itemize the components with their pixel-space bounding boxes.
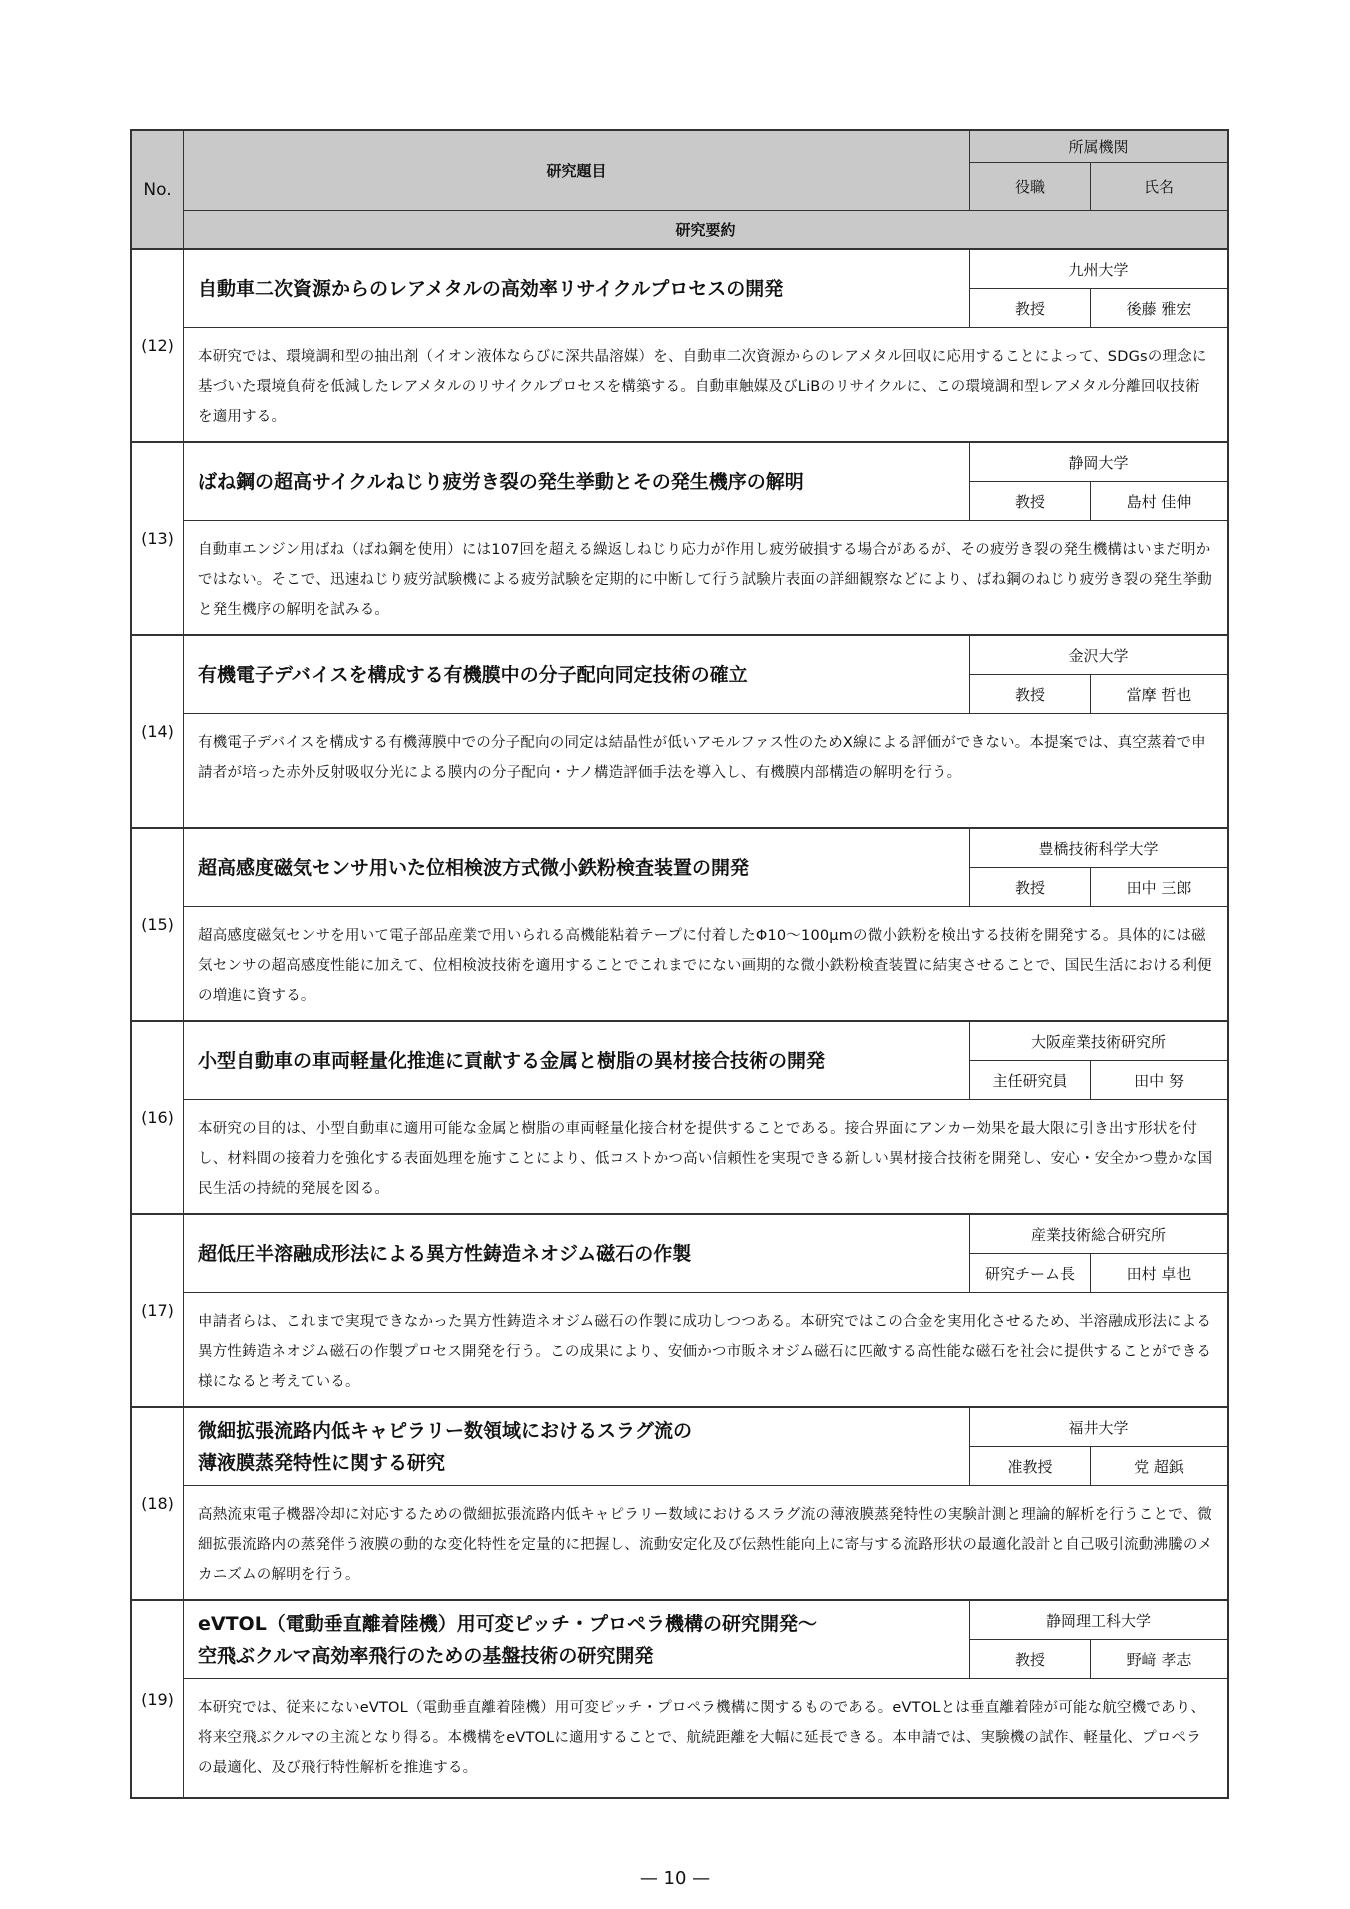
entry-body (184, 443, 1227, 634)
researcher-name: 党 超鋲 (1134, 1457, 1184, 1476)
header-institution: 所属機関 (970, 131, 1227, 163)
entry-body (184, 250, 1227, 441)
affiliation (970, 1022, 1227, 1099)
title-line: 薄液膜蒸発特性に関する研究 (198, 1451, 446, 1474)
table-row (132, 1022, 1227, 1215)
position-row (970, 675, 1227, 713)
header-name: 氏名 (1143, 178, 1174, 196)
researcher-name: 田村 卓也 (1126, 1264, 1192, 1283)
header-position-row (970, 163, 1227, 210)
entry-list (132, 250, 1227, 1797)
research-title (184, 250, 970, 327)
position: 研究チーム長 (970, 1254, 1091, 1292)
title-line: 空飛ぶクルマ高効率飛行のための基盤技術の研究開発 (198, 1644, 654, 1667)
research-summary: 本研究の目的は、小型自動車に適用可能な金属と樹脂の車両軽量化接合材を提供することである。接合界面にアンカー効果を最大限に引き出す形状を付し、材料間の接着力を強化する表面処理を施すことにより、低コストかつ高い信頼性を実現できる新しい異材接合技術を開発し、安心・安全かつ豊かな国民生活の持続的発展を図る。 (198, 1121, 1213, 1197)
entry-number: (12) (132, 250, 184, 441)
affiliation (970, 1408, 1227, 1485)
position: 教授 (970, 675, 1091, 713)
researcher-name: 田中 努 (1134, 1071, 1184, 1090)
header-top-row (184, 131, 1227, 211)
researcher-name: 當摩 哲也 (1126, 685, 1192, 704)
entry-number: (18) (132, 1408, 184, 1599)
entry-number: (14) (132, 636, 184, 827)
title-text: 小型自動車の車両軽量化推進に貢献する金属と樹脂の異材接合技術の開発 (198, 1049, 826, 1072)
entry-body (184, 1215, 1227, 1406)
title-text: 超高感度磁気センサ用いた位相検波方式微小鉄粉検査装置の開発 (198, 856, 750, 879)
institution: 金沢大学 (970, 636, 1227, 675)
position: 准教授 (970, 1447, 1091, 1485)
position-row (970, 1254, 1227, 1292)
position-row (970, 868, 1227, 906)
affiliation (970, 1601, 1227, 1678)
position: 教授 (970, 868, 1091, 906)
research-summary: 超高感度磁気センサを用いて電子部品産業で用いられる高機能粘着テープに付着したΦ10～100μmの微小鉄粉を検出する技術を開発する。具体的には磁気センサの超高感度性能に加えて、位相検波技術を適用することでこれまでにない画期的な微小鉄粉検査装置に結実させることで、国民生活における利便の増進に資する。 (198, 928, 1212, 1004)
header-position: 役職 (970, 163, 1091, 210)
title-line: eVTOL（電動垂直離着陸機）用可変ピッチ・プロペラ機構の研究開発～ (198, 1612, 818, 1635)
institution: 九州大学 (970, 250, 1227, 289)
entry-number: (13) (132, 443, 184, 634)
affiliation (970, 250, 1227, 327)
affiliation (970, 829, 1227, 906)
entry-top (184, 636, 1227, 714)
research-summary: 申請者らは、これまで実現できなかった異方性鋳造ネオジム磁石の作製に成功しつつある。本研究ではこの合金を実用化させるため、半溶融成形法による異方性鋳造ネオジム磁石の作製プロセス開発を行う。この成果により、安価かつ市販ネオジム磁石に匹敵する高性能な磁石を社会に提供することができる様になると考えている。 (198, 1314, 1212, 1390)
table-row (132, 829, 1227, 1022)
title-text: 有機電子デバイスを構成する有機膜中の分子配向同定技術の確立 (198, 663, 748, 686)
table-row (132, 1601, 1227, 1797)
position: 教授 (970, 289, 1091, 327)
position: 主任研究員 (970, 1061, 1091, 1099)
table-row (132, 250, 1227, 443)
table-row (132, 1215, 1227, 1408)
position-row (970, 1640, 1227, 1678)
institution: 大阪産業技術研究所 (970, 1022, 1227, 1061)
entry-top (184, 443, 1227, 521)
entry-top (184, 1215, 1227, 1293)
table-header (132, 131, 1227, 250)
title-line: 微細拡張流路内低キャピラリー数領域におけるスラグ流の (198, 1419, 693, 1442)
research-summary: 高熱流束電子機器冷却に対応するための微細拡張流路内低キャピラリー数域におけるスラグ流の薄液膜蒸発特性の実験計測と理論的解析を行うことで、微細拡張流路内の蒸発伴う液膜の動的な変化特性を定量的に把握し、流動安定化及び伝熱性能向上に寄与する流路形状の最適化設計と自己吸引流動沸騰のメカニズムの解明を行う。 (198, 1507, 1213, 1583)
institution: 静岡理工科大学 (970, 1601, 1227, 1640)
research-summary: 本研究では、従来にないeVTOL（電動垂直離着陸機）用可変ピッチ・プロペラ機構に関するものである。eVTOLとは垂直離着陸が可能な航空機であり、将来空飛ぶクルマの主流となり得る。本機構をeVTOLに適用することで、航続距離を大幅に延長できる。本申請では、実験機の試作、軽量化、プロペラの最適化、及び飛行特性解析を推進する。 (198, 1700, 1206, 1776)
header-affiliation (970, 131, 1227, 210)
entry-top (184, 1601, 1227, 1679)
header-summary: 研究要約 (675, 221, 736, 239)
research-title (184, 1408, 970, 1485)
position: 教授 (970, 482, 1091, 520)
entry-top (184, 1022, 1227, 1100)
research-title (184, 1601, 970, 1678)
research-title (184, 443, 970, 520)
table-row (132, 1408, 1227, 1601)
entry-top (184, 1408, 1227, 1486)
institution: 豊橋技術科学大学 (970, 829, 1227, 868)
institution: 福井大学 (970, 1408, 1227, 1447)
header-right (184, 131, 1227, 248)
position-row (970, 1447, 1227, 1485)
entry-body (184, 1408, 1227, 1599)
researcher-name: 田中 三郎 (1126, 878, 1192, 897)
header-title: 研究題目 (184, 131, 970, 210)
position-row (970, 289, 1227, 327)
researcher-name: 野﨑 孝志 (1126, 1650, 1192, 1669)
position-row (970, 482, 1227, 520)
entry-body (184, 1022, 1227, 1213)
entry-number: (19) (132, 1601, 184, 1797)
affiliation (970, 636, 1227, 713)
researcher-name: 後藤 雅宏 (1126, 299, 1192, 318)
entry-body (184, 1601, 1227, 1797)
research-summary: 自動車エンジン用ばね（ばね鋼を使用）には107回を超える繰返しねじり応力が作用し疲労破損する場合があるが、その疲労き裂の発生機構はいまだ明かではない。そこで、迅速ねじり疲労試験機による疲労試験を定期的に中断して行う試験片表面の詳細観察などにより、ばね鋼のねじり疲労き裂の発生挙動と発生機序の解明を試みる。 (198, 542, 1213, 618)
page-number: — 10 — (639, 1868, 711, 1889)
entry-number: (17) (132, 1215, 184, 1406)
research-table (130, 129, 1229, 1799)
institution: 静岡大学 (970, 443, 1227, 482)
institution: 産業技術総合研究所 (970, 1215, 1227, 1254)
position-row (970, 1061, 1227, 1099)
entry-body (184, 829, 1227, 1020)
entry-top (184, 250, 1227, 328)
research-title (184, 1215, 970, 1292)
title-text: 超低圧半溶融成形法による異方性鋳造ネオジム磁石の作製 (198, 1242, 692, 1265)
affiliation (970, 1215, 1227, 1292)
entry-body (184, 636, 1227, 827)
title-text: ばね鋼の超高サイクルねじり疲労き裂の発生挙動とその発生機序の解明 (198, 470, 804, 493)
research-title (184, 1022, 970, 1099)
table-row (132, 636, 1227, 829)
research-title (184, 636, 970, 713)
affiliation (970, 443, 1227, 520)
table-row (132, 443, 1227, 636)
title-text: 自動車二次資源からのレアメタルの高効率リサイクルプロセスの開発 (198, 277, 784, 300)
header-no: No. (132, 131, 184, 248)
research-summary: 有機電子デバイスを構成する有機薄膜中での分子配向の同定は結晶性が低いアモルファス性のためX線による評価ができない。本提案では、真空蒸着で申請者が培った赤外反射吸収分光による膜内の分子配向・ナノ構造評価手法を導入し、有機膜内部構造の解明を行う。 (198, 735, 1206, 781)
position: 教授 (970, 1640, 1091, 1678)
entry-number: (16) (132, 1022, 184, 1213)
entry-number: (15) (132, 829, 184, 1020)
research-title (184, 829, 970, 906)
entry-top (184, 829, 1227, 907)
research-summary: 本研究では、環境調和型の抽出剤（イオン液体ならびに深共晶溶媒）を、自動車二次資源からのレアメタル回収に応用することによって、SDGsの理念に基づいた環境負荷を低減したレアメタルのリサイクルプロセスを構築する。自動車触媒及びLiBのリサイクルに、この環境調和型レアメタル分離回収技術を適用する。 (198, 349, 1207, 425)
researcher-name: 島村 佳伸 (1126, 492, 1192, 511)
